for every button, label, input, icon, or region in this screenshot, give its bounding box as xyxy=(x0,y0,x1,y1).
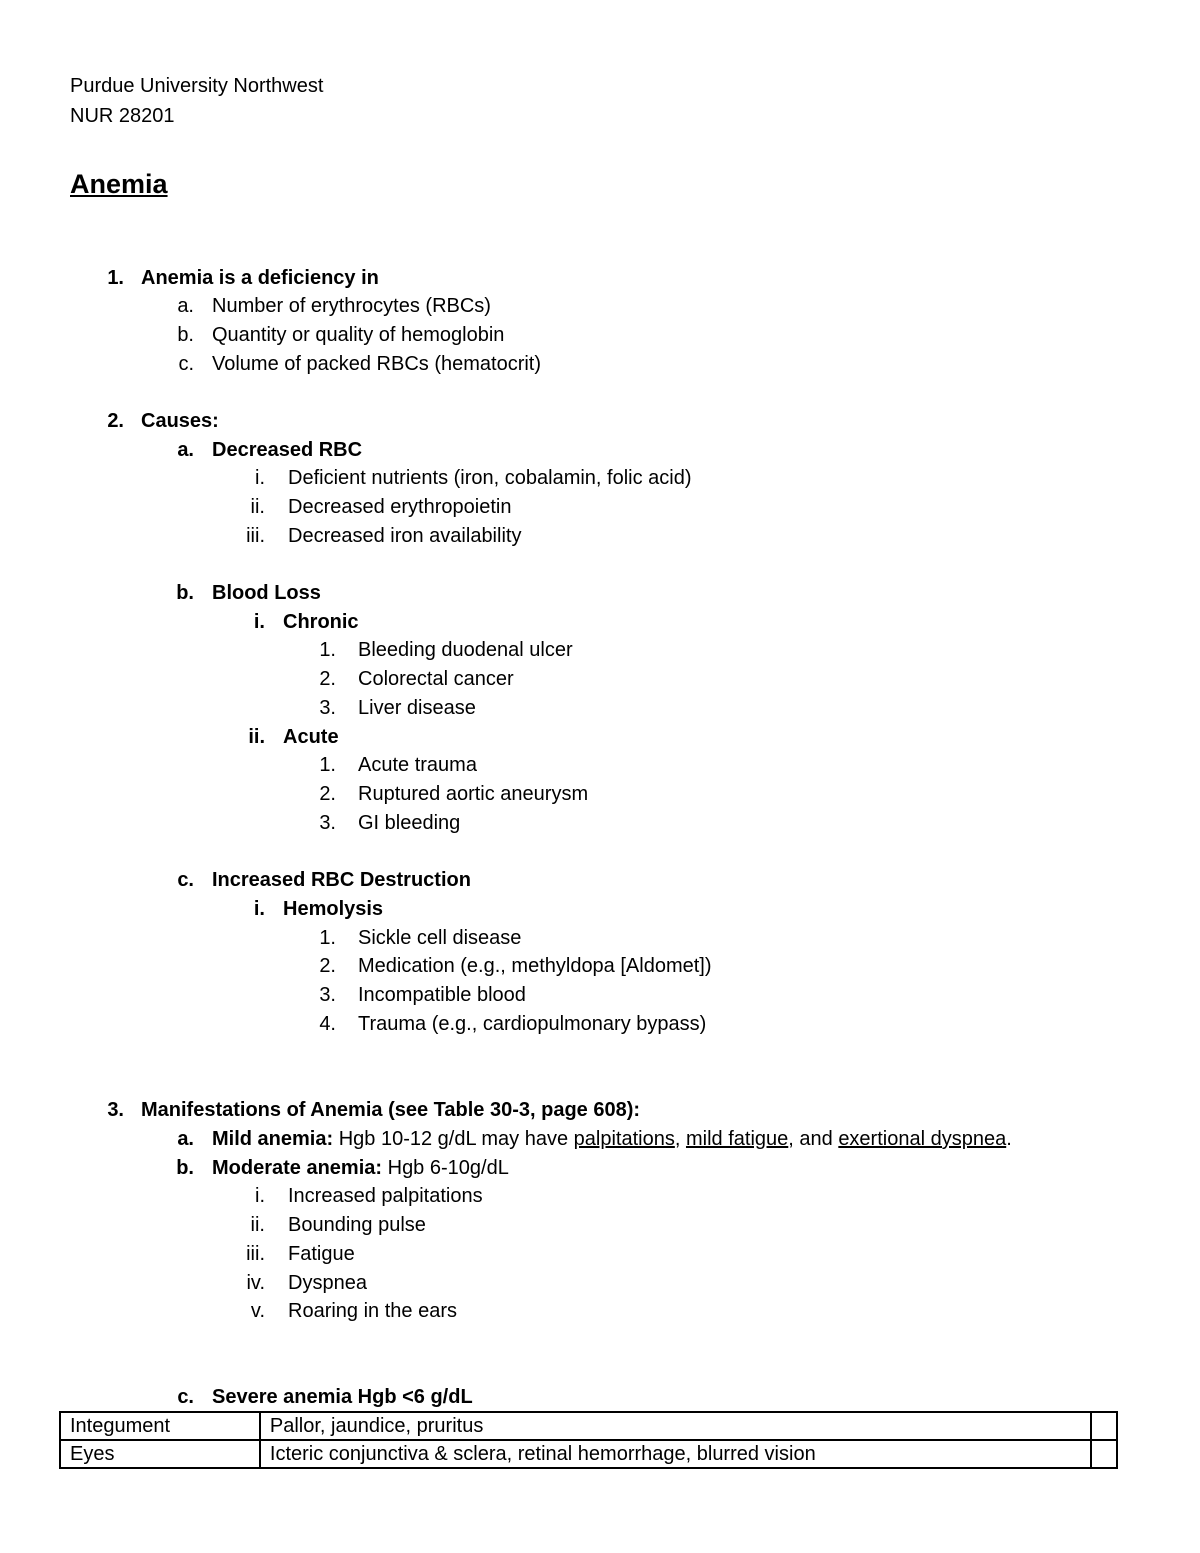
list-item-number: 2. xyxy=(319,783,336,805)
list-item-number: iv. xyxy=(246,1272,265,1294)
page-title: Anemia xyxy=(70,169,168,199)
list-item-number: 2. xyxy=(319,668,336,690)
institution-name: Purdue University Northwest xyxy=(70,75,324,97)
list-item: Decreased erythropoietin xyxy=(288,496,512,518)
list-item: Colorectal cancer xyxy=(358,668,514,690)
list-item: Roaring in the ears xyxy=(288,1300,457,1322)
list-item: Decreased iron availability xyxy=(288,525,522,547)
section-1-heading: Anemia is a deficiency in xyxy=(141,267,379,289)
table-cell-system: Integument xyxy=(60,1412,260,1440)
period: . xyxy=(1006,1128,1012,1150)
subheading-number: i. xyxy=(253,898,265,920)
list-item-number: 3. xyxy=(319,812,336,834)
list-item: Trauma (e.g., cardiopulmonary bypass) xyxy=(358,1013,707,1035)
section-3-number: 3. xyxy=(107,1099,124,1121)
list-item: Dyspnea xyxy=(288,1272,367,1294)
severe-anemia-table xyxy=(59,1411,1118,1469)
list-item-number: b. xyxy=(177,324,194,346)
list-item: GI bleeding xyxy=(358,812,461,834)
symptom-exertional-dyspnea: exertional dyspnea xyxy=(838,1128,1007,1150)
list-item-number: 1. xyxy=(319,927,336,949)
list-item: Volume of packed RBCs (hematocrit) xyxy=(212,353,542,375)
table-cell-empty xyxy=(1091,1412,1117,1440)
list-item-number: ii. xyxy=(250,496,265,518)
subheading-decreased-rbc: Decreased RBC xyxy=(212,439,363,461)
mild-anemia-text: Hgb 10-12 g/dL may have xyxy=(333,1128,574,1150)
subheading-severe-anemia: Severe anemia Hgb <6 g/dL xyxy=(212,1386,473,1408)
list-item: Deficient nutrients (iron, cobalamin, folic acid) xyxy=(288,467,692,489)
separator: , xyxy=(674,1128,686,1150)
subheading-number: c. xyxy=(177,1386,194,1408)
symptom-mild-fatigue: mild fatigue xyxy=(685,1128,789,1150)
moderate-anemia-line xyxy=(212,1156,509,1180)
list-item: Acute trauma xyxy=(358,754,477,776)
table-row xyxy=(60,1412,1117,1440)
subheading-hemolysis: Hemolysis xyxy=(283,898,384,920)
mild-anemia-line xyxy=(212,1127,1012,1151)
subheading-number: i. xyxy=(253,611,265,633)
symptom-palpitations: palpitations xyxy=(573,1128,675,1150)
subheading-acute: Acute xyxy=(283,726,339,748)
table-row xyxy=(60,1440,1117,1468)
section-3-heading: Manifestations of Anemia (see Table 30-3, page 608): xyxy=(141,1099,641,1121)
table-cell-findings: Icteric conjunctiva & sclera, retinal hemorrhage, blurred vision xyxy=(260,1440,1091,1468)
list-item: Quantity or quality of hemoglobin xyxy=(212,324,505,346)
list-item-number: i. xyxy=(255,1185,265,1207)
subheading-number: c. xyxy=(177,869,194,891)
subheading-blood-loss: Blood Loss xyxy=(212,582,321,604)
list-item: Increased palpitations xyxy=(288,1185,483,1207)
list-item-number: 4. xyxy=(319,1013,336,1035)
list-item-number: c. xyxy=(178,353,194,375)
table-cell-system: Eyes xyxy=(60,1440,260,1468)
list-item: Number of erythrocytes (RBCs) xyxy=(212,295,491,317)
list-item: Incompatible blood xyxy=(358,984,526,1006)
list-item-number: 1. xyxy=(319,639,336,661)
list-item-number: i. xyxy=(255,467,265,489)
list-item-number: a. xyxy=(177,295,194,317)
moderate-anemia-label: Moderate anemia: xyxy=(212,1157,383,1179)
subheading-number: ii. xyxy=(248,726,265,748)
list-item-number: v. xyxy=(250,1300,265,1322)
section-2-number: 2. xyxy=(107,410,124,432)
list-item-number: 2. xyxy=(319,955,336,977)
separator: , and xyxy=(788,1128,839,1150)
table-cell-findings: Pallor, jaundice, pruritus xyxy=(260,1412,1091,1440)
list-item-number: 3. xyxy=(319,984,336,1006)
subheading-number: a. xyxy=(177,439,194,461)
list-item: Liver disease xyxy=(358,697,476,719)
section-2-heading: Causes: xyxy=(141,410,219,432)
list-item: Bounding pulse xyxy=(288,1214,426,1236)
course-code: NUR 28201 xyxy=(70,105,175,127)
subheading-number: b. xyxy=(176,582,194,604)
subheading-number: a. xyxy=(177,1128,194,1150)
list-item-number: ii. xyxy=(250,1214,265,1236)
list-item: Sickle cell disease xyxy=(358,927,522,949)
list-item-number: 3. xyxy=(319,697,336,719)
subheading-chronic: Chronic xyxy=(283,611,359,633)
subheading-increased-rbc-destruction: Increased RBC Destruction xyxy=(212,869,471,891)
subheading-number: b. xyxy=(176,1157,194,1179)
list-item-number: iii. xyxy=(246,525,265,547)
moderate-anemia-text: Hgb 6-10g/dL xyxy=(382,1157,509,1179)
list-item-number: iii. xyxy=(246,1243,265,1265)
section-1-number: 1. xyxy=(107,267,124,289)
list-item: Fatigue xyxy=(288,1243,355,1265)
list-item: Medication (e.g., methyldopa [Aldomet]) xyxy=(358,955,712,977)
table-cell-empty xyxy=(1091,1440,1117,1468)
list-item-number: 1. xyxy=(319,754,336,776)
list-item: Bleeding duodenal ulcer xyxy=(358,639,573,661)
mild-anemia-label: Mild anemia: xyxy=(212,1128,334,1150)
list-item: Ruptured aortic aneurysm xyxy=(358,783,589,805)
